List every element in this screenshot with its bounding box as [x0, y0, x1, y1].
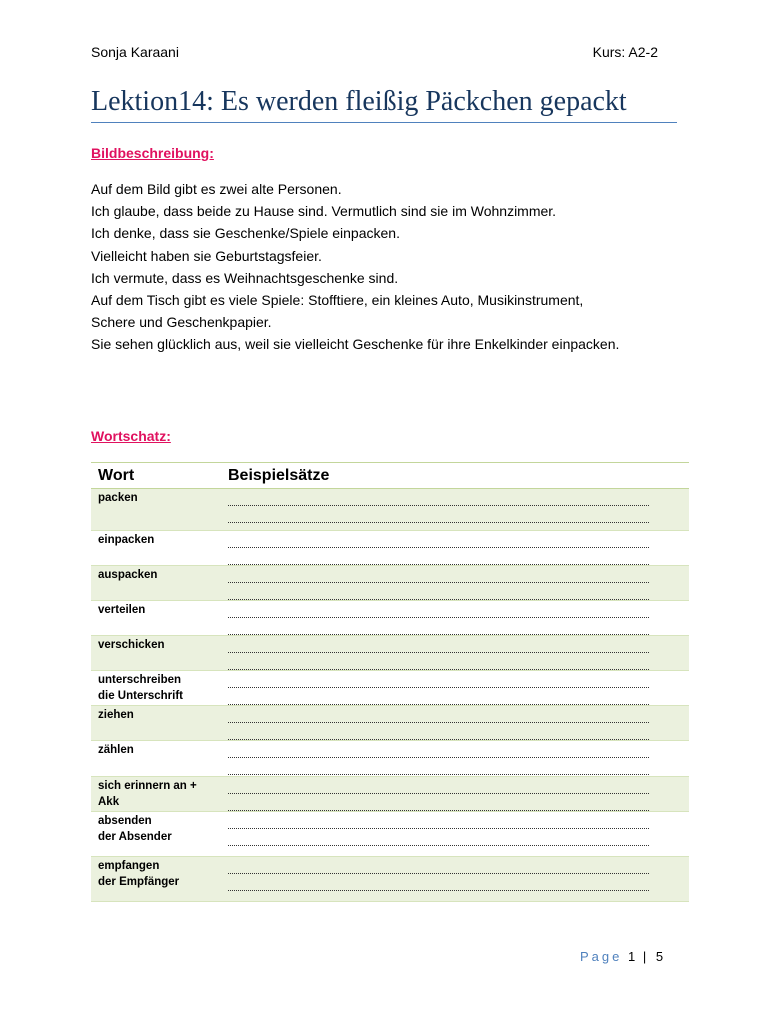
dotted-fill-line	[228, 566, 649, 583]
vocabulary-table	[91, 462, 689, 902]
dotted-fill-line	[228, 489, 649, 506]
dotted-fill-line	[228, 618, 649, 635]
example-sentence-cell[interactable]	[221, 857, 689, 902]
example-sentence-cell[interactable]	[221, 671, 689, 706]
description-line: Auf dem Bild gibt es zwei alte Personen.	[91, 181, 342, 197]
description-line: Ich denke, dass sie Geschenke/Spiele einpacken.	[91, 225, 400, 242]
word-text: verschicken	[98, 639, 165, 651]
dotted-fill-line	[228, 653, 649, 670]
dotted-fill-line	[228, 758, 649, 775]
word-cell	[91, 531, 221, 566]
word-cell	[91, 601, 221, 636]
dotted-fill-line	[228, 777, 649, 794]
word-text: empfangen	[98, 860, 160, 872]
word-text: sich erinnern an +	[98, 780, 197, 792]
description-line: Auf dem Tisch gibt es viele Spiele: Stofftiere, ein kleines Auto, Musikinstrument,	[91, 292, 584, 309]
dotted-fill-line	[228, 548, 649, 565]
dotted-fill-line	[228, 874, 649, 891]
page-label: Page	[580, 949, 623, 964]
table-row	[91, 601, 689, 636]
table-row	[91, 812, 689, 857]
example-sentence-cell[interactable]	[221, 636, 689, 671]
description-line: Ich glaube, dass beide zu Hause sind. Vermutlich sind sie im Wohnzimmer.	[91, 203, 557, 220]
word-text: ziehen	[98, 709, 134, 721]
author-name: Sonja Karaani	[91, 44, 179, 60]
page-footer	[580, 949, 663, 964]
word-cell	[91, 636, 221, 671]
example-sentence-cell[interactable]	[221, 812, 689, 857]
example-sentence-cell[interactable]	[221, 706, 689, 741]
word-text: absenden	[98, 815, 152, 827]
example-sentence-cell[interactable]	[221, 489, 689, 531]
page-number: 1	[628, 949, 636, 964]
dotted-fill-line	[228, 723, 649, 740]
dotted-fill-line	[228, 857, 649, 874]
word-cell	[91, 706, 221, 741]
table-row	[91, 857, 689, 902]
table-row	[91, 741, 689, 777]
section-heading-wortschatz: Wortschatz:	[91, 428, 171, 444]
word-text: der Empfänger	[98, 876, 180, 888]
page-separator: |	[642, 949, 647, 964]
word-text: Akk	[98, 796, 120, 808]
table-row	[91, 706, 689, 741]
word-cell	[91, 812, 221, 857]
description-line: Vielleicht haben sie Geburtstagsfeier.	[91, 247, 322, 264]
word-text: die Unterschrift	[98, 690, 183, 702]
word-text: einpacken	[98, 534, 155, 546]
word-text: der Absender	[98, 831, 172, 843]
column-header-beispielsaetze: Beispielsätze	[221, 463, 689, 489]
dotted-fill-line	[228, 531, 649, 548]
word-text: packen	[98, 492, 138, 504]
dotted-fill-line	[228, 706, 649, 723]
description-line: Ich vermute, dass es Weihnachtsgeschenke sind.	[91, 269, 399, 286]
page-title: Lektion14: Es werden fleißig Päckchen gepackt	[91, 86, 677, 123]
description-line: Schere und Geschenkpapier.	[91, 314, 272, 331]
section-heading-bildbeschreibung: Bildbeschreibung:	[91, 145, 214, 161]
dotted-fill-line	[228, 688, 649, 705]
dotted-fill-line	[228, 671, 649, 688]
word-cell	[91, 777, 221, 812]
table-row	[91, 671, 689, 706]
course-label: Kurs: A2-2	[592, 44, 658, 60]
example-sentence-cell[interactable]	[221, 531, 689, 566]
dotted-fill-line	[228, 741, 649, 758]
table-row	[91, 531, 689, 566]
example-sentence-cell[interactable]	[221, 601, 689, 636]
word-text: zählen	[98, 744, 134, 756]
table-row	[91, 636, 689, 671]
word-text: auspacken	[98, 569, 158, 581]
dotted-fill-line	[228, 794, 649, 811]
word-cell	[91, 671, 221, 706]
page-total: 5	[655, 949, 664, 964]
table-row	[91, 777, 689, 812]
description-line: Sie sehen glücklich aus, weil sie vielleicht Geschenke für ihre Enkelkinder einpacken.	[91, 336, 620, 353]
example-sentence-cell[interactable]	[221, 566, 689, 601]
dotted-fill-line	[228, 636, 649, 653]
column-header-wort: Wort	[91, 463, 221, 489]
table-row	[91, 566, 689, 601]
word-cell	[91, 489, 221, 531]
table-header-row	[91, 463, 689, 489]
dotted-fill-line	[228, 829, 649, 846]
example-sentence-cell[interactable]	[221, 741, 689, 777]
word-cell	[91, 741, 221, 777]
word-text: verteilen	[98, 604, 146, 616]
dotted-fill-line	[228, 583, 649, 600]
word-text: unterschreiben	[98, 674, 182, 686]
word-cell	[91, 857, 221, 902]
description-paragraph	[91, 178, 691, 356]
example-sentence-cell[interactable]	[221, 777, 689, 812]
word-cell	[91, 566, 221, 601]
dotted-fill-line	[228, 506, 649, 523]
dotted-fill-line	[228, 812, 649, 829]
dotted-fill-line	[228, 601, 649, 618]
page-header	[91, 44, 658, 60]
table-row	[91, 489, 689, 531]
